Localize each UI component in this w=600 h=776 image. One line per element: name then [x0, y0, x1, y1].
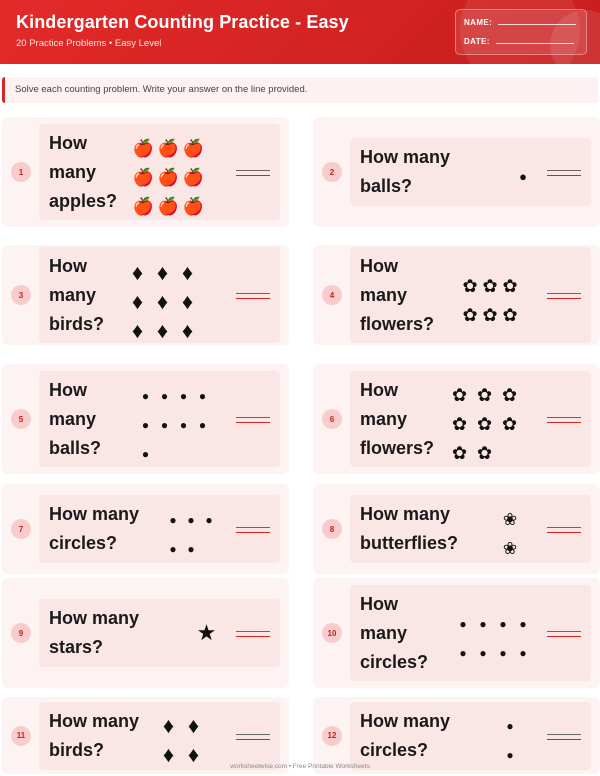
problem-card — [313, 364, 600, 474]
circle-icon: ● — [499, 645, 507, 660]
bird-icon: ♦ — [181, 317, 194, 343]
answer-line[interactable] — [547, 170, 581, 178]
counting-items — [164, 505, 218, 563]
counting-items — [500, 505, 520, 563]
problem-number: 5 — [11, 409, 31, 429]
answer-line[interactable] — [547, 527, 581, 535]
bird-icon: ♦ — [181, 288, 194, 314]
butterfly-icon: ❀ — [502, 538, 518, 558]
instructions-banner: Solve each counting problem. Write your answer on the line provided. — [2, 77, 598, 103]
circle-icon: ● — [187, 512, 195, 527]
bird-icon: ♦ — [156, 288, 169, 314]
answer-line-bottom — [236, 175, 270, 176]
date-label: DATE: — [464, 37, 490, 46]
answer-line-top — [547, 293, 581, 294]
flower-icon: ✿ — [476, 443, 493, 463]
butterfly-icon: ❀ — [502, 509, 518, 529]
problem-panel — [350, 495, 591, 563]
problem-question: How many birds? — [49, 710, 140, 760]
bird-icon: ♦ — [131, 317, 144, 343]
flower-icon: ✿ — [476, 385, 493, 405]
apple-icon: 🍎 — [132, 167, 155, 187]
ball-icon: ● — [519, 169, 527, 184]
worksheet-header — [0, 0, 600, 64]
answer-line-bottom — [236, 422, 270, 423]
flower-icon: ✿ — [502, 305, 518, 325]
answer-line-top — [547, 170, 581, 171]
circle-icon: ● — [519, 645, 527, 660]
problem-panel — [39, 702, 280, 770]
circle-icon: ● — [459, 645, 467, 660]
problem-panel — [39, 247, 280, 343]
answer-line-top — [236, 527, 270, 528]
problem-number: 4 — [322, 285, 342, 305]
answer-line-bottom — [236, 532, 270, 533]
circle-icon: ● — [479, 645, 487, 660]
problem-question: How many circles? — [360, 710, 451, 760]
answer-line-bottom — [236, 739, 270, 740]
problem-panel — [39, 599, 280, 667]
apple-icon: 🍎 — [132, 138, 155, 158]
problem-panel — [39, 495, 280, 563]
problem-panel — [350, 138, 591, 206]
answer-line-top — [236, 417, 270, 418]
worksheet-subtitle: 20 Practice Problems • Easy Level — [16, 38, 162, 49]
answer-line-top — [547, 734, 581, 735]
problem-number: 7 — [11, 519, 31, 539]
problem-number: 10 — [322, 623, 342, 643]
name-row — [464, 18, 576, 27]
apple-icon: 🍎 — [157, 167, 180, 187]
apple-icon: 🍎 — [157, 138, 180, 158]
problem-card — [2, 245, 289, 345]
apple-icon: 🍎 — [132, 196, 155, 216]
flower-icon: ✿ — [462, 276, 478, 296]
counting-items — [125, 258, 200, 345]
answer-line[interactable] — [236, 631, 270, 639]
bird-icon: ♦ — [162, 713, 175, 738]
flower-icon: ✿ — [451, 385, 468, 405]
counting-items — [460, 272, 520, 330]
flower-icon: ✿ — [476, 414, 493, 434]
circle-icon: ● — [499, 616, 507, 631]
problem-number: 3 — [11, 285, 31, 305]
answer-line-bottom — [547, 175, 581, 176]
problem-question: How many flowers? — [360, 256, 435, 334]
counting-items — [500, 712, 520, 770]
problem-panel — [350, 371, 591, 467]
answer-line-bottom — [547, 422, 581, 423]
ball-icon: ● — [160, 388, 169, 403]
circle-icon: ● — [506, 748, 514, 762]
problem-question: How many balls? — [360, 147, 451, 196]
answer-line-bottom — [547, 636, 581, 637]
answer-line[interactable] — [547, 417, 581, 425]
star-icon: ★ — [196, 619, 217, 645]
problem-question: How many butterflies? — [360, 504, 459, 553]
problem-question: How many circles? — [49, 504, 140, 553]
answer-line[interactable] — [236, 527, 270, 535]
apple-icon: 🍎 — [182, 167, 205, 187]
problem-card — [2, 578, 289, 688]
problem-question: How many apples? — [49, 133, 118, 211]
name-date-box — [455, 9, 587, 55]
bird-icon: ♦ — [187, 742, 200, 767]
bird-icon: ♦ — [156, 317, 169, 343]
counting-items — [131, 134, 206, 221]
problem-number: 9 — [11, 623, 31, 643]
counting-items — [136, 381, 212, 468]
answer-line-bottom — [236, 636, 270, 637]
answer-line[interactable] — [547, 631, 581, 639]
answer-line-top — [236, 734, 270, 735]
problem-card — [313, 484, 600, 574]
problem-card — [313, 578, 600, 688]
problem-number: 6 — [322, 409, 342, 429]
date-field[interactable] — [496, 43, 574, 44]
ball-icon: ● — [179, 388, 188, 403]
bird-icon: ♦ — [131, 259, 144, 285]
circle-icon: ● — [169, 512, 177, 527]
footer-text: worksheetwise.com • Free Printable Worksheets — [230, 763, 370, 770]
problem-panel — [350, 585, 591, 681]
answer-line[interactable] — [236, 293, 270, 301]
problem-panel — [39, 124, 280, 220]
flower-icon: ✿ — [451, 443, 468, 463]
problem-panel — [350, 702, 591, 770]
worksheet-title: Kindergarten Counting Practice - Easy — [16, 12, 349, 32]
problem-number: 8 — [322, 519, 342, 539]
problem-number: 1 — [11, 162, 31, 182]
circle-icon: ● — [519, 616, 527, 631]
apple-icon: 🍎 — [182, 138, 205, 158]
answer-line-top — [236, 293, 270, 294]
apple-icon: 🍎 — [182, 196, 205, 216]
bird-icon: ♦ — [187, 713, 200, 738]
ball-icon: ● — [141, 388, 150, 403]
apple-icon: 🍎 — [157, 196, 180, 216]
answer-line-bottom — [547, 532, 581, 533]
answer-line-top — [547, 527, 581, 528]
problem-card — [2, 484, 289, 574]
answer-line[interactable] — [236, 170, 270, 178]
circle-icon: ● — [479, 616, 487, 631]
problem-panel — [350, 247, 591, 343]
problem-number: 2 — [322, 162, 342, 182]
counting-items — [513, 162, 533, 191]
problem-question: How many circles? — [360, 594, 429, 672]
answer-line-top — [547, 417, 581, 418]
circle-icon: ● — [187, 541, 195, 556]
problem-panel — [39, 371, 280, 467]
problem-card — [313, 117, 600, 227]
flower-icon: ✿ — [501, 385, 518, 405]
problem-question: How many flowers? — [360, 380, 435, 458]
ball-icon: ● — [141, 446, 150, 461]
answer-line-bottom — [547, 739, 581, 740]
answer-line[interactable] — [547, 734, 581, 742]
flower-icon: ✿ — [482, 305, 498, 325]
name-field[interactable] — [498, 24, 576, 25]
name-label: NAME: — [464, 18, 493, 27]
counting-items — [156, 712, 206, 770]
problem-number: 11 — [11, 726, 31, 746]
flower-icon: ✿ — [482, 276, 498, 296]
circle-icon: ● — [506, 719, 514, 733]
counting-items — [453, 609, 533, 667]
ball-icon: ● — [179, 417, 188, 432]
flower-icon: ✿ — [502, 276, 518, 296]
problem-card — [313, 245, 600, 345]
bird-icon: ♦ — [156, 259, 169, 285]
flower-icon: ✿ — [462, 305, 478, 325]
date-row — [464, 37, 574, 46]
problem-question: How many stars? — [49, 608, 140, 657]
answer-line-top — [236, 170, 270, 171]
problem-question: How many birds? — [49, 256, 105, 334]
problem-number: 12 — [322, 726, 342, 746]
answer-line[interactable] — [236, 734, 270, 742]
problem-card — [2, 117, 289, 227]
circle-icon: ● — [459, 616, 467, 631]
problem-question: How many balls? — [49, 380, 102, 458]
bird-icon: ♦ — [162, 742, 175, 767]
answer-line-bottom — [547, 298, 581, 299]
answer-line-bottom — [236, 298, 270, 299]
circle-icon: ● — [169, 541, 177, 556]
flower-icon: ✿ — [501, 414, 518, 434]
answer-line-top — [547, 631, 581, 632]
counting-items — [447, 381, 522, 468]
ball-icon: ● — [198, 417, 207, 432]
counting-items — [194, 618, 219, 647]
bird-icon: ♦ — [181, 259, 194, 285]
answer-line[interactable] — [547, 293, 581, 301]
answer-line-top — [236, 631, 270, 632]
bird-icon: ♦ — [131, 288, 144, 314]
ball-icon: ● — [160, 417, 169, 432]
ball-icon: ● — [198, 388, 207, 403]
answer-line[interactable] — [236, 417, 270, 425]
flower-icon: ✿ — [451, 414, 468, 434]
ball-icon: ● — [141, 417, 150, 432]
problem-card — [2, 364, 289, 474]
circle-icon: ● — [205, 512, 213, 527]
